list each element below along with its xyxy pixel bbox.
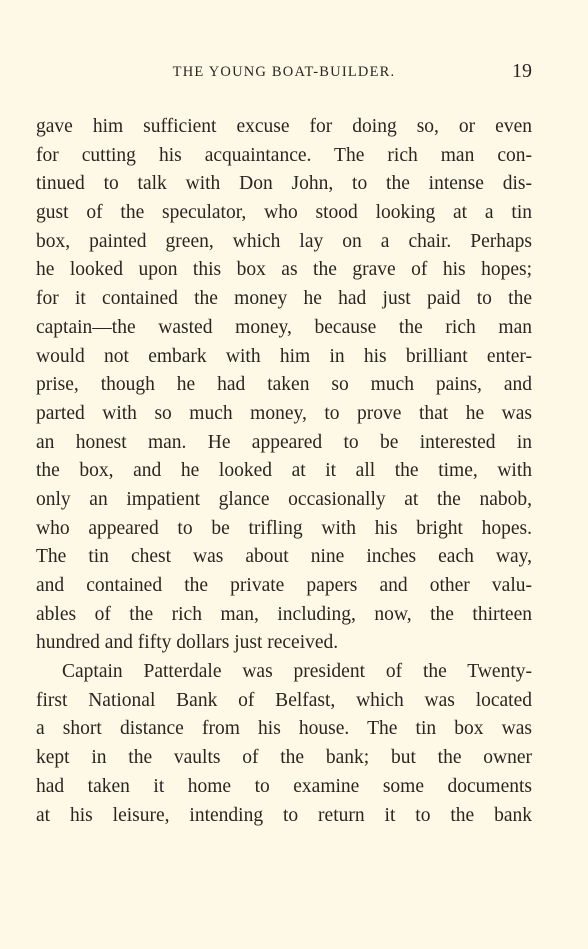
text-line: for it contained the money he had just paid to the [36,288,532,310]
text-line: kept in the vaults of the bank; but the owner [36,747,532,769]
paragraph-2 [36,658,532,830]
body-text [36,113,532,830]
text-line: ables of the rich man, including, now, the thirteen [36,603,532,625]
text-line: Captain Patterdale was president of the Twenty- [62,661,532,683]
paragraph-1 [36,113,532,658]
page-number: 19 [512,60,532,82]
running-header [36,60,532,86]
text-line: would not embark with him in his brilliant enter- [36,345,532,367]
text-line: he looked upon this box as the grave of his hopes; [36,259,532,281]
text-line: only an impatient glance occasionally at the nabob, [36,488,532,510]
text-line: The tin chest was about nine inches each way, [36,546,532,568]
text-line: gave him sufficient excuse for doing so, or even [36,116,532,137]
text-line: the box, and he looked at it all the time, with [36,460,532,482]
text-line: a short distance from his house. The tin box was [36,718,532,740]
text-line: who appeared to be trifling with his bright hopes. [36,517,532,539]
text-line: first National Bank of Belfast, which was located [36,689,532,711]
text-line: gust of the speculator, who stood looking at a tin [36,202,532,224]
text-line: tinued to talk with Don John, to the intense dis- [36,173,532,195]
text-line: for cutting his acquaintance. The rich man con- [36,144,532,166]
text-line: at his leisure, intending to return it to the bank [36,804,532,826]
text-line: had taken it home to examine some documents [36,775,532,797]
text-line: and contained the private papers and other valu- [36,575,532,596]
text-line: prise, though he had taken so much pains, and [36,374,532,396]
text-line: hundred and fifty dollars just received. [36,632,339,654]
text-line: parted with so much money, to prove that he was [36,402,532,424]
running-title: THE YOUNG BOAT-BUILDER. [172,64,396,80]
text-line: an honest man. He appeared to be interested in [36,431,532,453]
text-line: box, painted green, which lay on a chair. Perhaps [36,230,532,252]
text-line: captain—the wasted money, because the rich man [36,316,532,338]
